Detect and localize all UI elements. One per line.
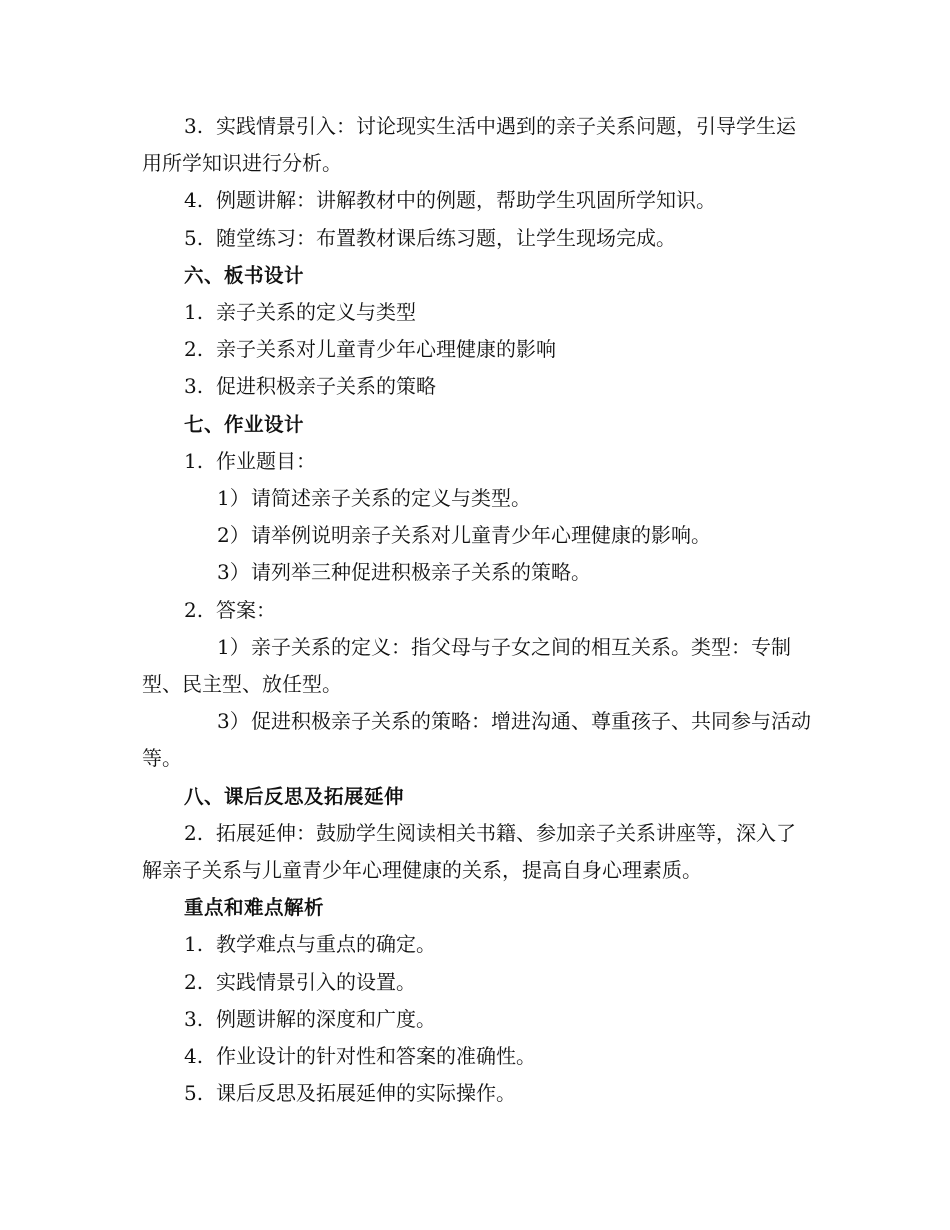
item-text: 促进积极亲子关系的策略 — [216, 374, 436, 399]
item-text: 随堂练习：布置教材课后练习题，让学生现场完成。 — [216, 225, 676, 250]
section-heading: 七、作业设计 — [184, 412, 305, 436]
document-body — [142, 108, 812, 1112]
sub-item-text: 请举例说明亲子关系对儿童青少年心理健康的影响。 — [251, 523, 711, 548]
item-number: 2. — [184, 820, 204, 845]
item-text: 作业设计的针对性和答案的准确性。 — [216, 1044, 536, 1069]
sub-item-text: 请列举三种促进积极亲子关系的策略。 — [251, 560, 591, 585]
list-item — [142, 108, 812, 182]
section-heading: 八、课后反思及拓展延伸 — [184, 784, 405, 808]
sub-item-text: 促进积极亲子关系的策略：增进沟通、尊重孩子、共同参与活动等。 — [142, 709, 811, 771]
item-text: 教学难点与重点的确定。 — [216, 932, 436, 957]
section-heading: 六、板书设计 — [184, 263, 305, 287]
item-text: 亲子关系的定义与类型 — [216, 300, 416, 325]
item-number: 5. — [184, 1081, 204, 1106]
sub-list-item — [142, 554, 812, 591]
item-text: 例题讲解：讲解教材中的例题，帮助学生巩固所学知识。 — [216, 188, 716, 213]
item-text: 拓展延伸：鼓励学生阅读相关书籍、参加亲子关系讲座等，深入了解亲子关系与儿童青少年心理健康的关系，提高自身心理素质。 — [142, 820, 796, 883]
list-item — [142, 1075, 812, 1112]
list-item — [142, 294, 812, 331]
item-number: 3. — [184, 374, 204, 399]
item-number: 1. — [184, 932, 204, 957]
item-text: 课后反思及拓展延伸的实际操作。 — [216, 1081, 516, 1106]
item-number: 1. — [184, 300, 204, 325]
list-item — [142, 815, 812, 889]
sub-item-text: 亲子关系的定义：指父母与子女之间的相互关系。类型：专制型、民主型、放任型。 — [142, 634, 791, 697]
list-item — [142, 220, 812, 257]
list-item — [142, 926, 812, 963]
item-text: 作业题目： — [216, 448, 316, 473]
item-number: 4. — [184, 188, 204, 213]
item-number: 2. — [184, 969, 204, 994]
list-item — [142, 964, 812, 1001]
sub-list-item — [142, 629, 812, 703]
item-text: 实践情景引入的设置。 — [216, 969, 416, 994]
list-item — [142, 592, 812, 629]
item-number: 5. — [184, 225, 204, 250]
list-item — [142, 1001, 812, 1038]
item-text: 答案： — [216, 597, 276, 622]
sub-item-number: 3） — [217, 709, 250, 734]
item-number: 4. — [184, 1044, 204, 1069]
list-item — [142, 443, 812, 480]
sub-list-item — [142, 480, 812, 517]
sub-item-number: 1） — [217, 634, 250, 659]
sub-item-number: 1） — [217, 486, 250, 511]
sub-item-text: 请简述亲子关系的定义与类型。 — [251, 486, 531, 511]
list-item — [142, 368, 812, 405]
list-item — [142, 1038, 812, 1075]
item-number: 3. — [184, 1006, 204, 1031]
item-number: 2. — [184, 337, 204, 362]
sub-item-number: 3） — [217, 560, 250, 585]
item-text: 例题讲解的深度和广度。 — [216, 1006, 436, 1031]
item-number: 1. — [184, 448, 204, 473]
list-item — [142, 331, 812, 368]
sub-item-number: 2） — [217, 523, 250, 548]
item-text: 实践情景引入：讨论现实生活中遇到的亲子关系问题，引导学生运用所学知识进行分析。 — [142, 114, 796, 176]
item-text: 亲子关系对儿童青少年心理健康的影响 — [216, 337, 556, 362]
sub-list-item — [142, 517, 812, 554]
list-item — [142, 182, 812, 219]
section-heading: 重点和难点解析 — [184, 896, 325, 920]
item-number: 2. — [184, 597, 204, 622]
sub-list-item — [142, 703, 812, 777]
item-number: 3. — [184, 114, 204, 138]
